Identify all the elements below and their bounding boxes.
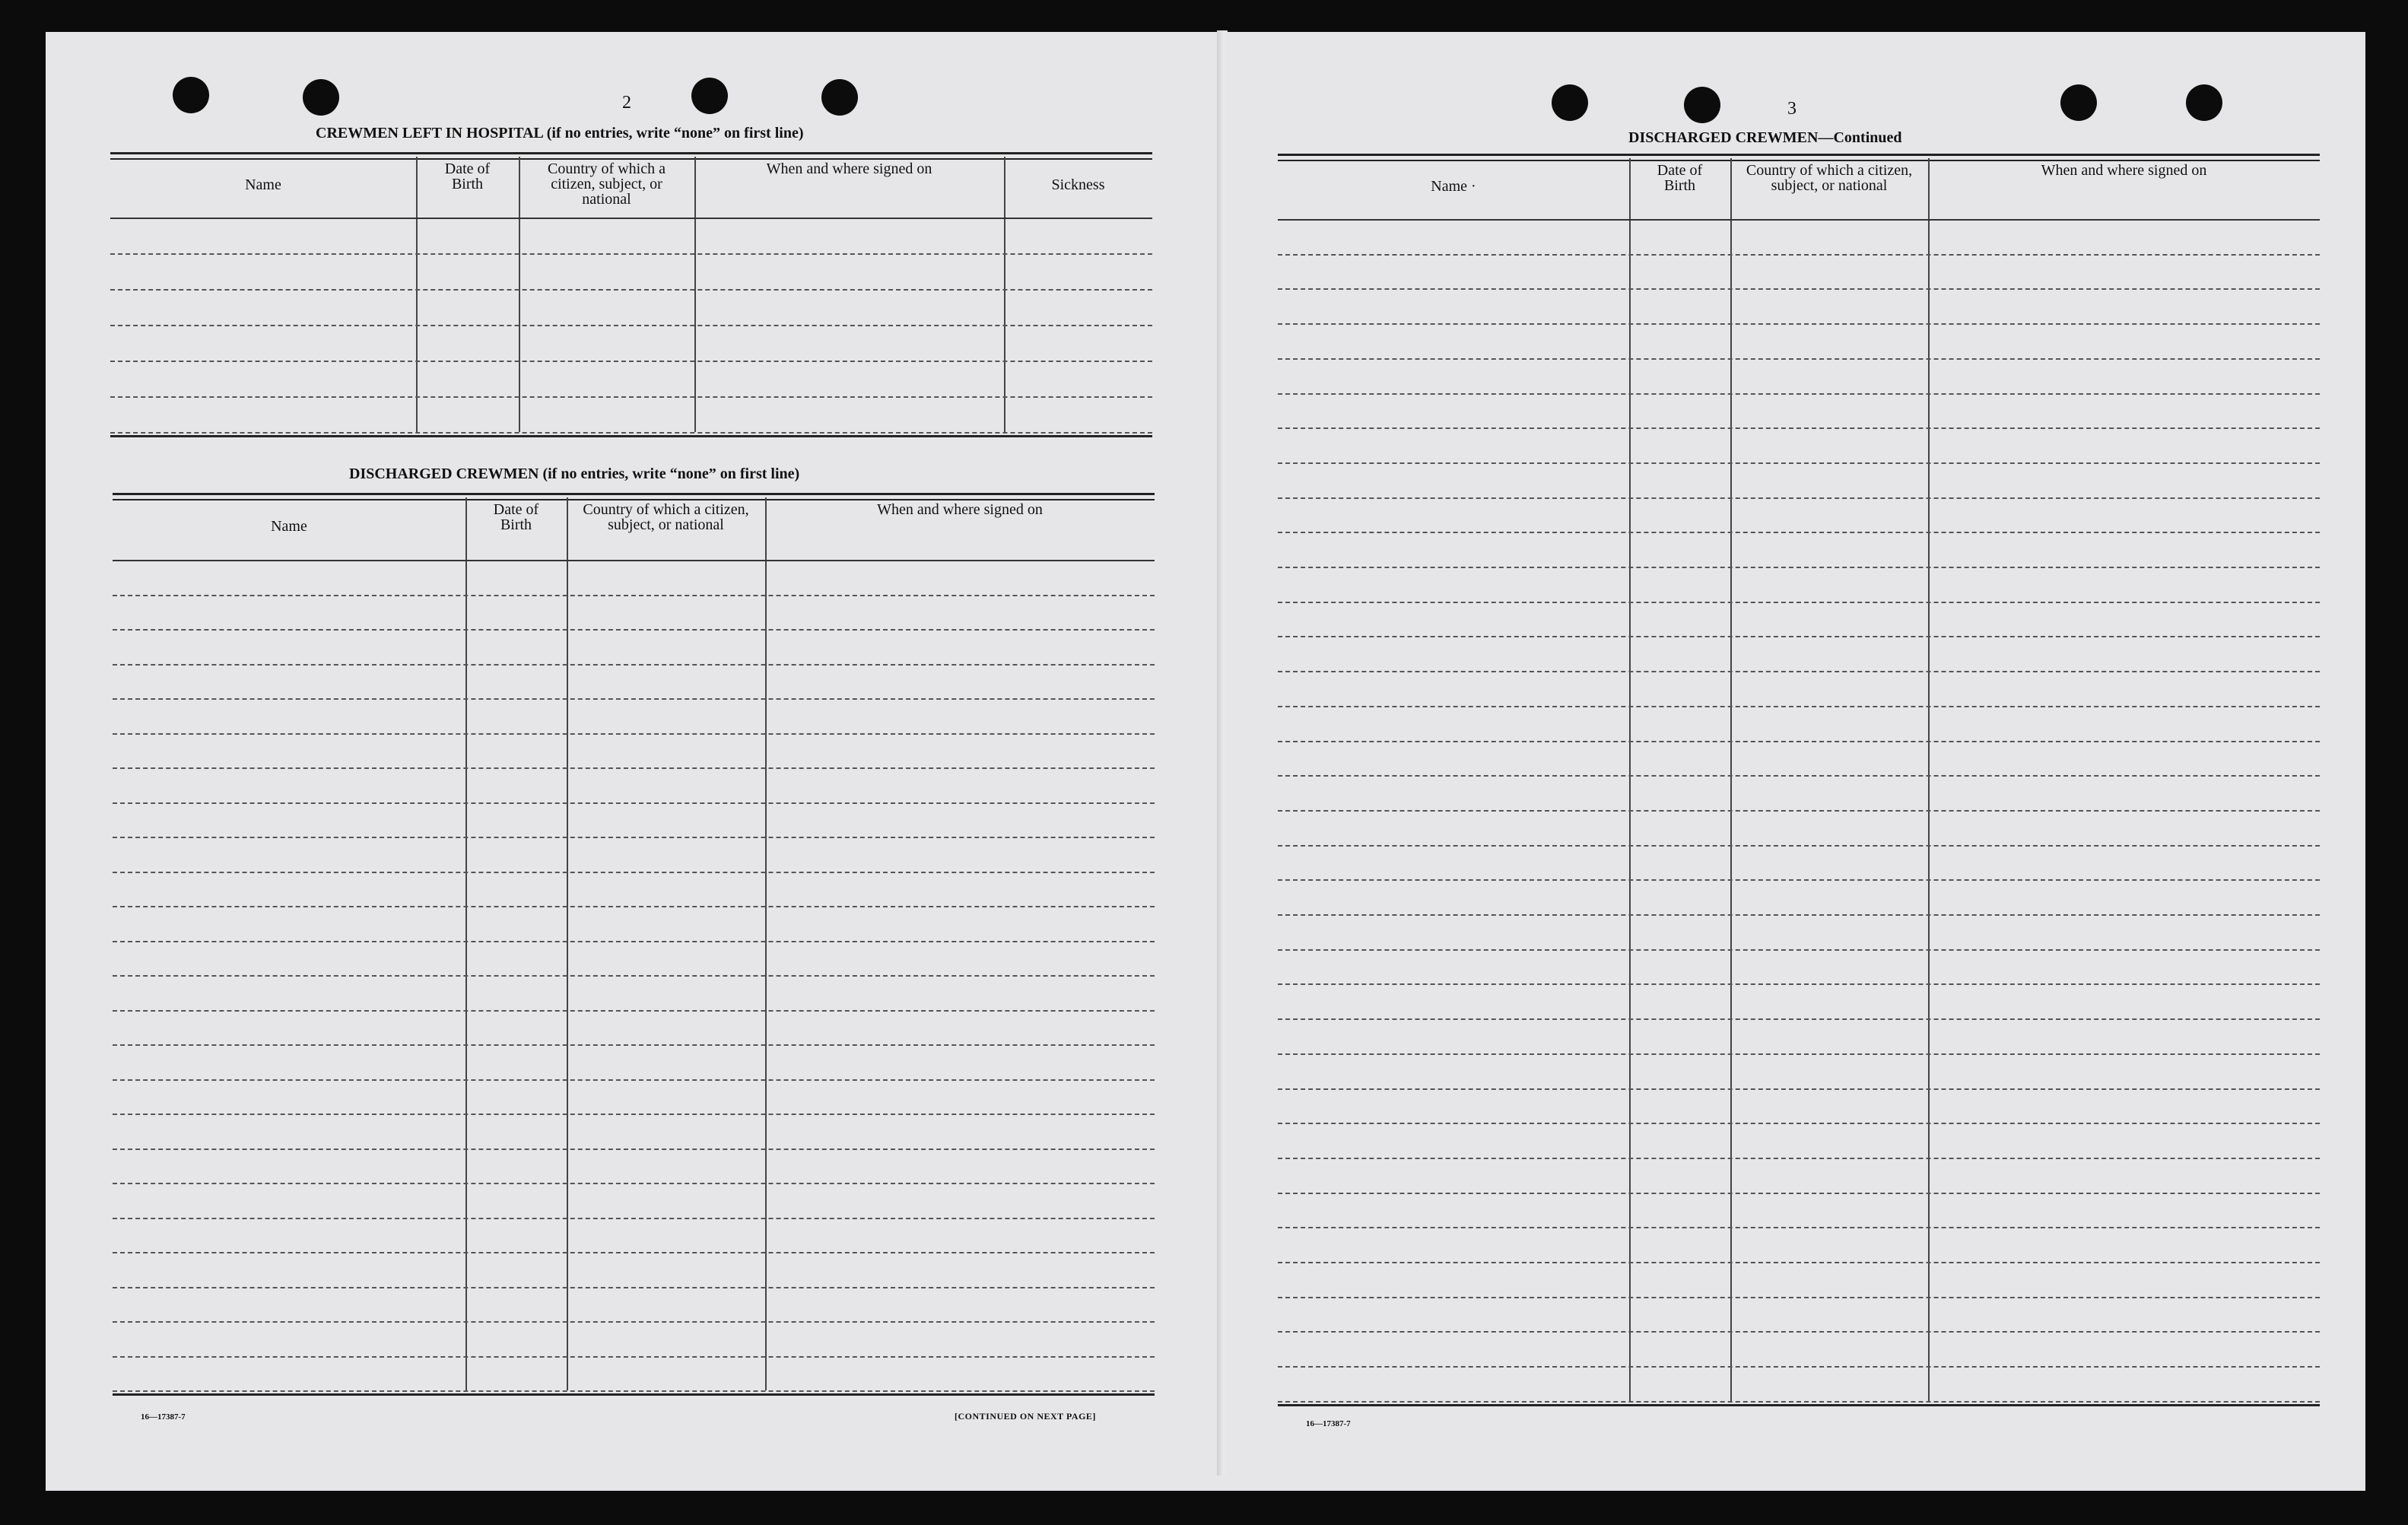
table-row (1278, 1262, 2320, 1263)
punch-hole (691, 78, 728, 114)
table-row (113, 1114, 1155, 1115)
column-divider (1004, 157, 1005, 432)
table-row (113, 941, 1155, 942)
table-row (1278, 706, 2320, 707)
table-row (113, 664, 1155, 666)
table-bottom-rule (1278, 1404, 2320, 1406)
column-divider (1730, 158, 1732, 1401)
section-title-text: CREWMEN LEFT IN HOSPITAL (316, 125, 543, 141)
table-row (113, 1321, 1155, 1323)
table-row (113, 1010, 1155, 1012)
discharged-table (113, 493, 1155, 1406)
table-row (1278, 741, 2320, 742)
column-divider (416, 157, 418, 432)
punch-hole (303, 79, 339, 116)
table-top-rule (110, 152, 1152, 160)
table-row (113, 1287, 1155, 1288)
table-row (110, 361, 1152, 362)
table-row (1278, 949, 2320, 951)
column-header: Country of which a citizen, subject, or national (548, 160, 666, 208)
table-row (1278, 1088, 2320, 1090)
table-row (113, 1149, 1155, 1150)
table-row (1278, 914, 2320, 916)
table-row (113, 975, 1155, 977)
section-note: (if no entries, write “none” on first line) (546, 125, 804, 141)
column-header: When and where signed on (2041, 162, 2207, 179)
form-code: 16—17387-7 (141, 1412, 186, 1422)
table-row (1278, 1331, 2320, 1333)
table-row (110, 432, 1152, 434)
table-row (113, 698, 1155, 700)
table-row (1278, 532, 2320, 533)
table-bottom-rule (110, 435, 1152, 437)
table-row (1278, 567, 2320, 568)
column-divider (1928, 158, 1930, 1401)
table-row (1278, 323, 2320, 325)
column-header: Date of Birth (493, 501, 539, 533)
table-row (113, 837, 1155, 838)
column-header: Date of Birth (444, 160, 491, 192)
punch-hole (173, 77, 209, 113)
table-row (113, 802, 1155, 804)
table-row (1278, 393, 2320, 395)
table-row (1278, 1018, 2320, 1020)
column-header: Country of which a citizen, subject, or national (1746, 162, 1913, 194)
section-title-text: DISCHARGED CREWMEN (349, 465, 539, 482)
table-row (1278, 1193, 2320, 1194)
column-header: Date of Birth (1657, 162, 1703, 194)
table-row (1278, 671, 2320, 672)
page-number: 3 (1787, 99, 1796, 119)
table-row (113, 767, 1155, 769)
column-divider (465, 497, 467, 1390)
punch-hole (1552, 84, 1588, 121)
section-title-text: DISCHARGED CREWMEN—Continued (1628, 129, 1902, 146)
table-row (113, 1183, 1155, 1184)
table-row (1278, 254, 2320, 256)
column-divider (567, 497, 568, 1390)
column-header: Sickness (1051, 176, 1105, 193)
table-row (1278, 775, 2320, 777)
table-row (1278, 288, 2320, 290)
header-rule (113, 560, 1155, 561)
column-header: Name (245, 176, 281, 193)
table-row (1278, 983, 2320, 985)
table-row (1278, 845, 2320, 847)
column-divider (765, 497, 767, 1390)
table-row (1278, 1227, 2320, 1228)
table-row (113, 1218, 1155, 1219)
table-row (110, 325, 1152, 326)
table-row (1278, 1123, 2320, 1124)
table-row (113, 595, 1155, 596)
hospital-table (110, 152, 1152, 437)
table-top-rule (113, 493, 1155, 500)
table-row (1278, 1053, 2320, 1055)
table-bottom-rule (113, 1393, 1155, 1396)
table-row (1278, 1401, 2320, 1403)
column-header: When and where signed on (877, 501, 1043, 518)
table-row (113, 733, 1155, 735)
table-row (1278, 1158, 2320, 1159)
table-row (110, 289, 1152, 291)
section-title-discharged-continued (1628, 129, 1902, 147)
header-rule (1278, 219, 2320, 221)
table-row (1278, 879, 2320, 881)
table-row (113, 1252, 1155, 1253)
column-header: Name · (1431, 178, 1476, 195)
table-top-rule (1278, 154, 2320, 161)
table-row (113, 1390, 1155, 1392)
binding-fold (1217, 30, 1228, 1476)
header-rule (110, 218, 1152, 219)
section-title-hospital (316, 125, 804, 142)
table-row (1278, 1297, 2320, 1298)
column-header: Name (271, 518, 307, 535)
punch-hole (1684, 87, 1720, 123)
table-row (113, 629, 1155, 631)
section-title-discharged (349, 465, 799, 483)
column-divider (1629, 158, 1631, 1401)
table-row (1278, 810, 2320, 812)
table-row (110, 396, 1152, 398)
table-row (113, 1079, 1155, 1081)
form-code: 16—17387-7 (1306, 1419, 1351, 1428)
page-number: 2 (622, 93, 631, 113)
table-row (110, 253, 1152, 255)
punch-hole (821, 79, 858, 116)
table-row (113, 872, 1155, 873)
table-row (113, 906, 1155, 907)
column-divider (694, 157, 696, 432)
table-row (113, 1044, 1155, 1046)
table-row (1278, 427, 2320, 429)
table-row (1278, 462, 2320, 464)
table-row (113, 1356, 1155, 1358)
continued-note: [CONTINUED ON NEXT PAGE] (955, 1411, 1096, 1422)
punch-hole (2186, 84, 2222, 121)
table-row (1278, 636, 2320, 637)
table-row (1278, 497, 2320, 499)
section-note: (if no entries, write “none” on first line) (542, 465, 800, 482)
column-header: Country of which a citizen, subject, or national (583, 501, 749, 533)
punch-hole (2060, 84, 2097, 121)
table-row (1278, 1366, 2320, 1368)
table-row (1278, 358, 2320, 360)
discharged-continued-table (1278, 154, 2320, 1409)
table-row (1278, 602, 2320, 603)
column-header: When and where signed on (766, 160, 932, 177)
